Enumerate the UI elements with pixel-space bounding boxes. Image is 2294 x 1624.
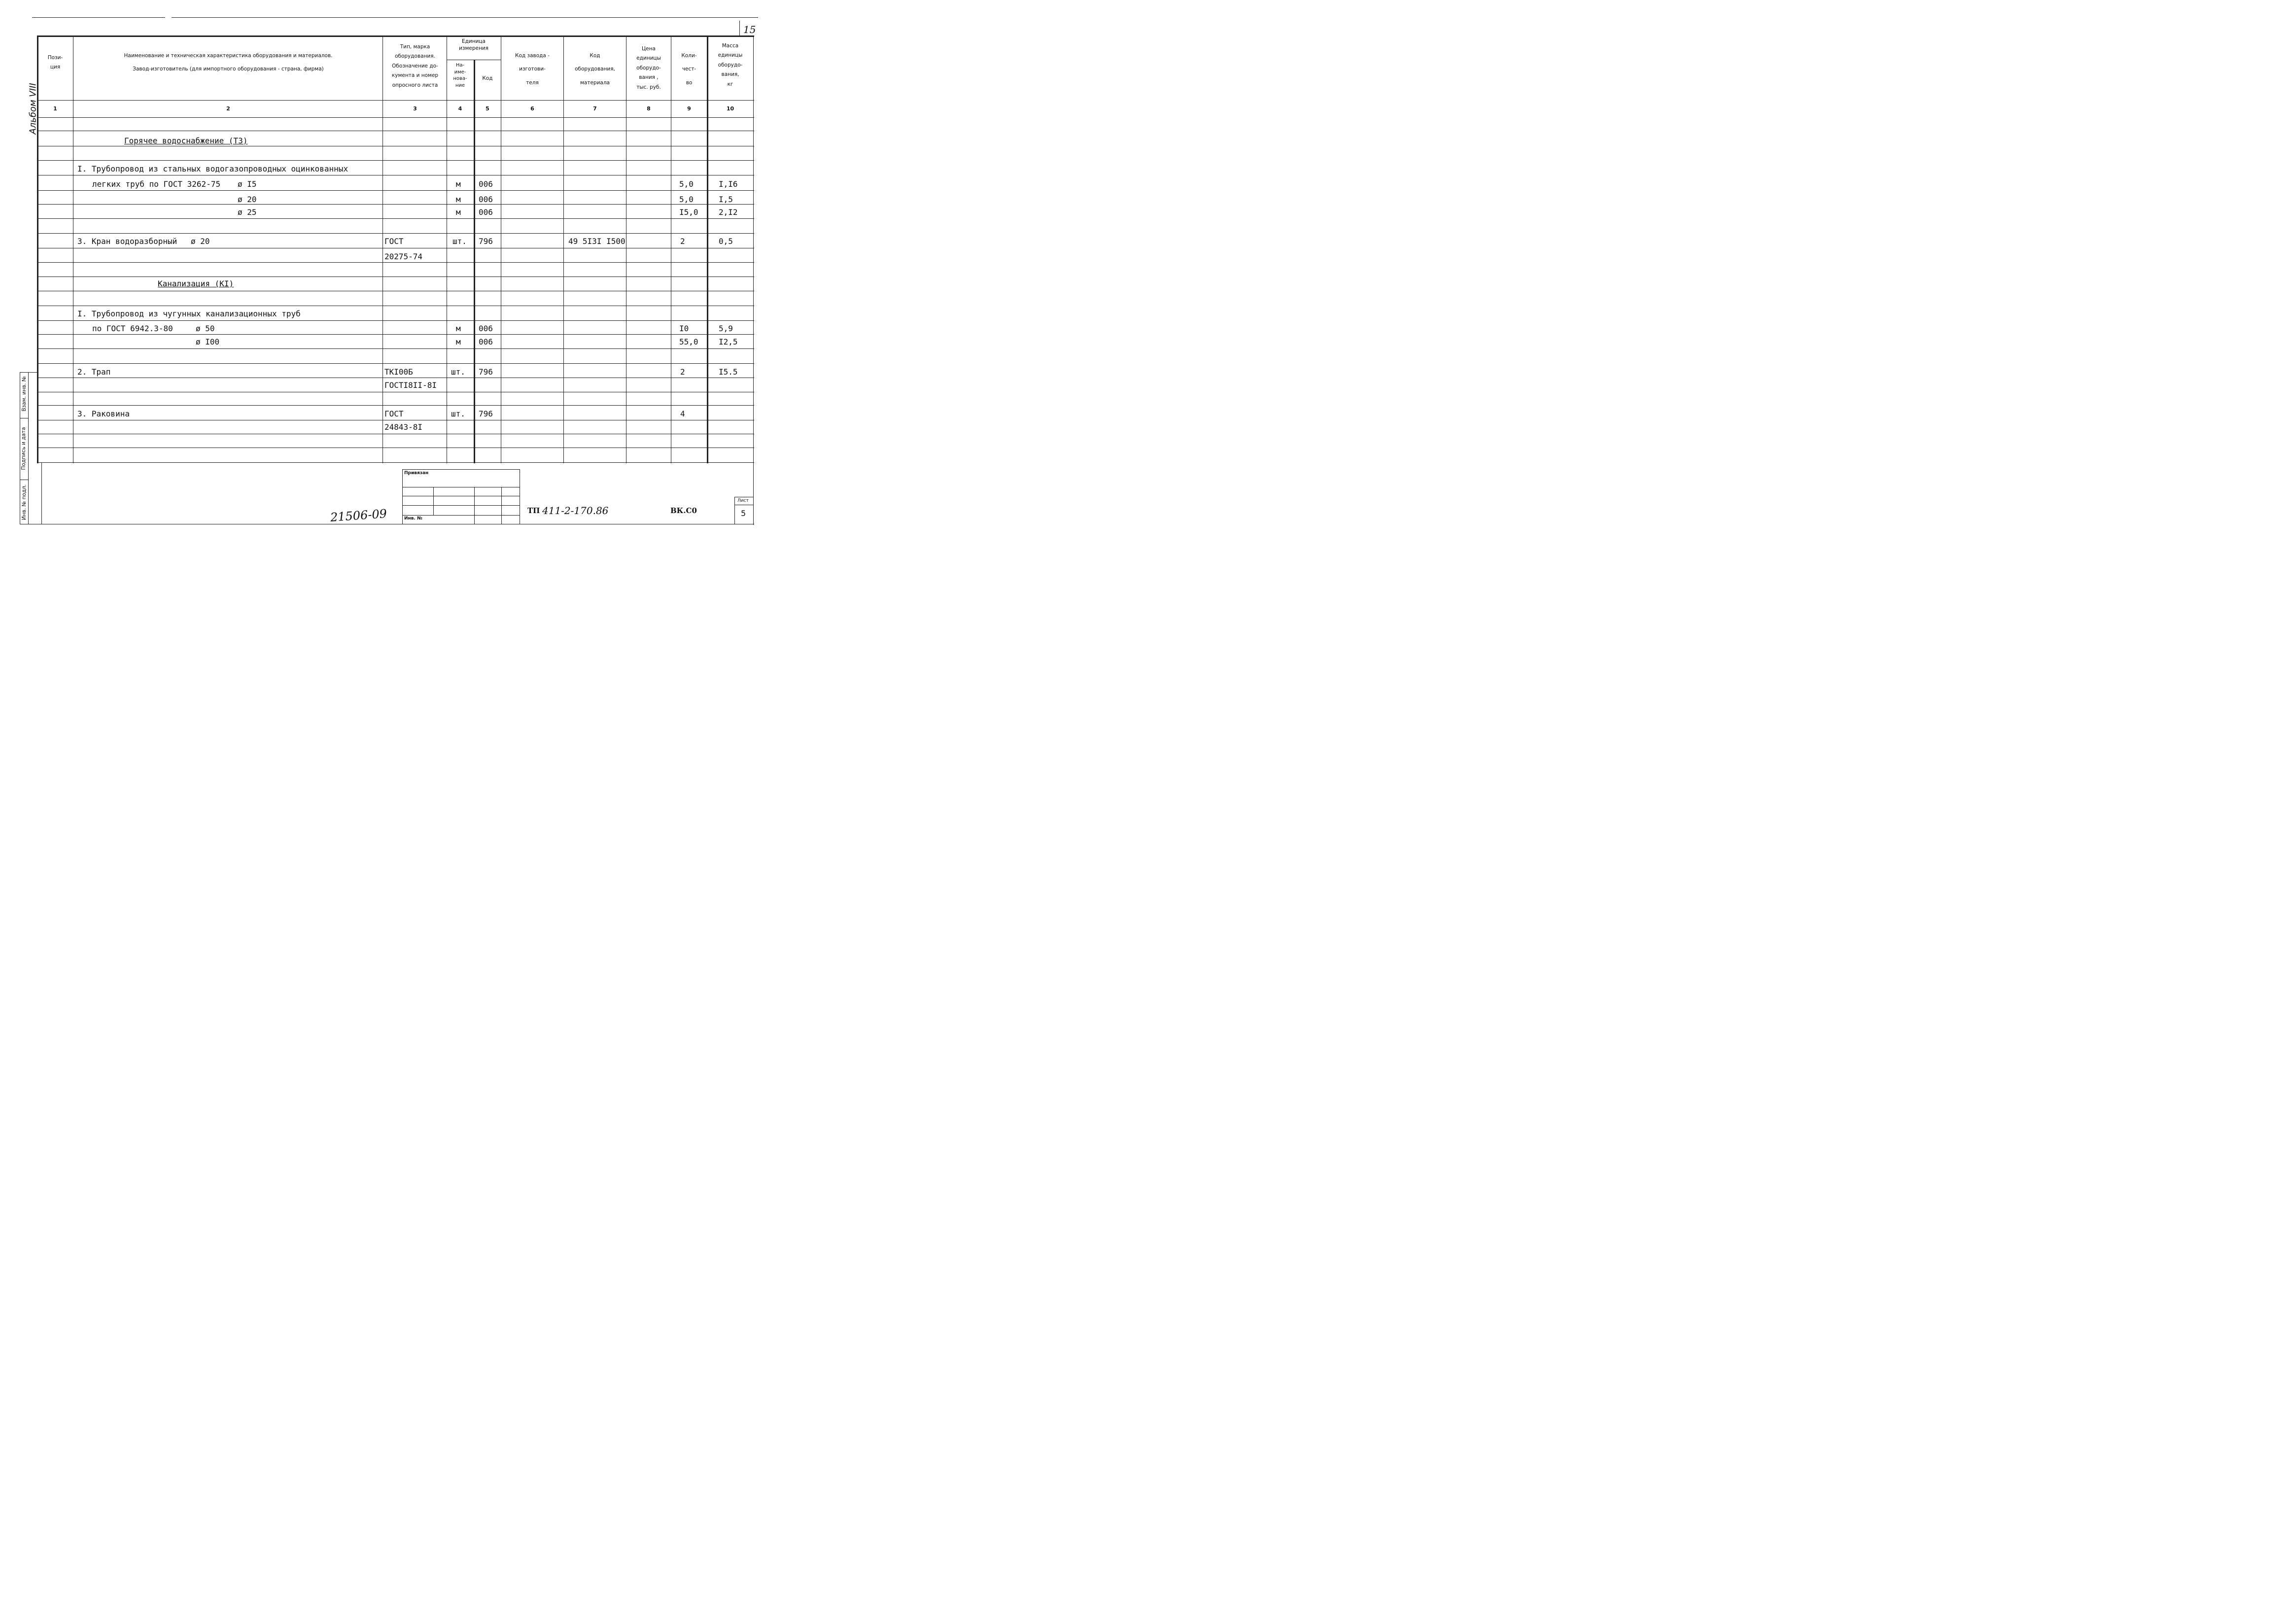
side-vzam: Взам. инв. № (21, 376, 27, 412)
row-line (37, 276, 754, 277)
doc-code: ВК.С0 (670, 506, 697, 515)
row-line (37, 190, 754, 191)
header-price: Цена единицы оборудо- вания , тыс. руб. (636, 46, 661, 90)
sink-type: ГОСТ (384, 409, 404, 418)
colnum-bottom (37, 117, 754, 118)
header-unit-code: Код (482, 75, 493, 81)
corner-sheet-number: 15 (743, 24, 756, 35)
stamp-line (402, 505, 520, 506)
colnum-6: 6 (530, 105, 534, 112)
stamp-top (402, 469, 520, 470)
stamp-col (474, 487, 475, 524)
sink-type-doc: 24843-8I (384, 422, 423, 432)
header-bottom (37, 100, 754, 101)
unit-code: 006 (479, 337, 493, 346)
sheet-label: Лист (737, 498, 749, 503)
colnum-7: 7 (593, 105, 597, 112)
tap-name: 3. Кран водоразборный (77, 237, 177, 246)
unit-name: м (456, 207, 461, 217)
row-line (37, 262, 754, 263)
top-rule-left (32, 17, 165, 18)
header-position: Пози- ция (47, 55, 63, 70)
colnum-3: 3 (413, 105, 417, 112)
row-line (37, 233, 754, 234)
stamp-col (501, 487, 502, 524)
mass: I5.5 (719, 367, 738, 377)
mass: 2,I2 (719, 207, 738, 217)
mass: 5,9 (719, 324, 733, 333)
stamp-left (402, 469, 403, 524)
doc-prefix: ТП (527, 506, 540, 515)
row-line (37, 363, 754, 364)
stamp-line (402, 515, 520, 516)
doc-number: 411-2-170.86 (542, 505, 609, 517)
quantity: I0 (679, 324, 689, 333)
unit-code: 006 (479, 207, 493, 217)
sheet-number: 5 (741, 509, 746, 518)
frame-left-lower (41, 462, 42, 524)
corner-mark (739, 21, 740, 36)
section-hot-water: Горячее водоснабжение (Т3) (124, 136, 248, 145)
colnum-5: 5 (486, 105, 489, 112)
row-line (37, 320, 754, 321)
frame-left (37, 35, 38, 463)
unit-code: 796 (479, 409, 493, 418)
col-line-6 (563, 35, 564, 463)
top-rule-right (172, 17, 758, 18)
album-label: Альбом VIII (28, 83, 38, 135)
header-mass: Масса единицы оборудо- вания, кг (718, 43, 743, 87)
trap-name: 2. Трап (77, 367, 111, 377)
mass: 0,5 (719, 237, 733, 246)
row-line (37, 160, 754, 161)
colnum-10: 10 (726, 105, 734, 112)
pipe2-gost: по ГОСТ 6942.3-80 (92, 324, 173, 333)
quantity: I5,0 (679, 207, 698, 217)
stamp-col (433, 487, 434, 515)
colnum-1: 1 (53, 105, 57, 112)
header-factory-code: Код завода - изготови- теля (515, 53, 550, 86)
quantity: 2 (680, 237, 685, 246)
row-line (37, 348, 754, 349)
col-line-2 (382, 35, 383, 463)
dia-25: ø 25 (238, 207, 257, 217)
row-line (37, 204, 754, 205)
header-unit-name: На- име- нова- ние (453, 63, 467, 88)
header-name: Наименование и техническая характеристика оборудования и материалов. Завод-изготовитель (для импортного оборудования - страна, фирма) (124, 53, 333, 72)
header-unit-group: Единица измерения (459, 38, 488, 51)
mass: I,5 (719, 195, 733, 204)
frame-top (37, 35, 754, 37)
unit-code: 006 (479, 324, 493, 333)
side-podpis: Подпись и дата (21, 427, 27, 470)
quantity: 5,0 (679, 179, 694, 189)
trap-type-doc: ГОСТI8II-8I (384, 380, 437, 390)
unit-name: м (456, 324, 461, 333)
stamp-inv-label: Инв. № (404, 516, 422, 521)
header-equipment-code: Код оборудования, материала (575, 53, 615, 86)
dia-50: ø 50 (196, 324, 215, 333)
row-line (37, 334, 754, 335)
row-line (37, 218, 754, 219)
side-inv-podl: Инв. № подл. (21, 484, 27, 520)
header-type: Тип, марка оборудования. Обозначение до- кумента и номер опросного листа (391, 44, 439, 88)
sheet-box-left (734, 497, 735, 524)
colnum-4: 4 (458, 105, 462, 112)
unit-name: шт. (451, 409, 465, 418)
unit-code: 006 (479, 195, 493, 204)
col-line-9 (707, 35, 708, 463)
quantity: 5,0 (679, 195, 694, 204)
quantity: 55,0 (679, 337, 698, 346)
col-line-4 (474, 60, 475, 463)
stamp-bound-label: Привязан (404, 471, 429, 476)
dia-15: ø I5 (238, 179, 257, 189)
tap-type: ГОСТ (384, 237, 404, 246)
sink-name: 3. Раковина (77, 409, 130, 418)
colnum-2: 2 (226, 105, 230, 112)
pipe2-title: I. Трубопровод из чугунных канализационных труб (77, 309, 301, 318)
header-quantity: Коли- чест- во (681, 53, 697, 86)
colnum-9: 9 (687, 105, 691, 112)
unit-code: 796 (479, 237, 493, 246)
unit-name: м (456, 195, 461, 204)
quantity: 2 (680, 367, 685, 377)
dia-20: ø 20 (238, 195, 257, 204)
unit-code: 006 (479, 179, 493, 189)
dia-100: ø I00 (196, 337, 220, 346)
material-code: 49 5I3I I500 (568, 237, 626, 246)
unit-name: м (456, 337, 461, 346)
table-bottom (37, 462, 754, 463)
colnum-8: 8 (647, 105, 651, 112)
pipe1-title: I. Трубопровод из стальных водогазопроводных оцинкованных (77, 164, 348, 173)
quantity: 4 (680, 409, 685, 418)
row-line (37, 405, 754, 406)
handwritten-number: 21506-09 (330, 507, 387, 524)
tap-diameter: ø 20 (191, 237, 210, 246)
tap-type-doc: 20275-74 (384, 252, 423, 261)
unit-name: м (456, 179, 461, 189)
mass: I,I6 (719, 179, 738, 189)
section-sewer: Канализация (КI) (158, 279, 234, 288)
trap-type: ТКI00Б (384, 367, 413, 377)
unit-code: 796 (479, 367, 493, 377)
mass: I2,5 (719, 337, 738, 346)
pipe1-gost: легких труб по ГОСТ 3262-75 (92, 179, 221, 189)
col-line-10 (753, 35, 754, 525)
unit-name: шт. (451, 367, 465, 377)
unit-name: шт. (452, 237, 467, 246)
side-strip-right (28, 372, 29, 524)
